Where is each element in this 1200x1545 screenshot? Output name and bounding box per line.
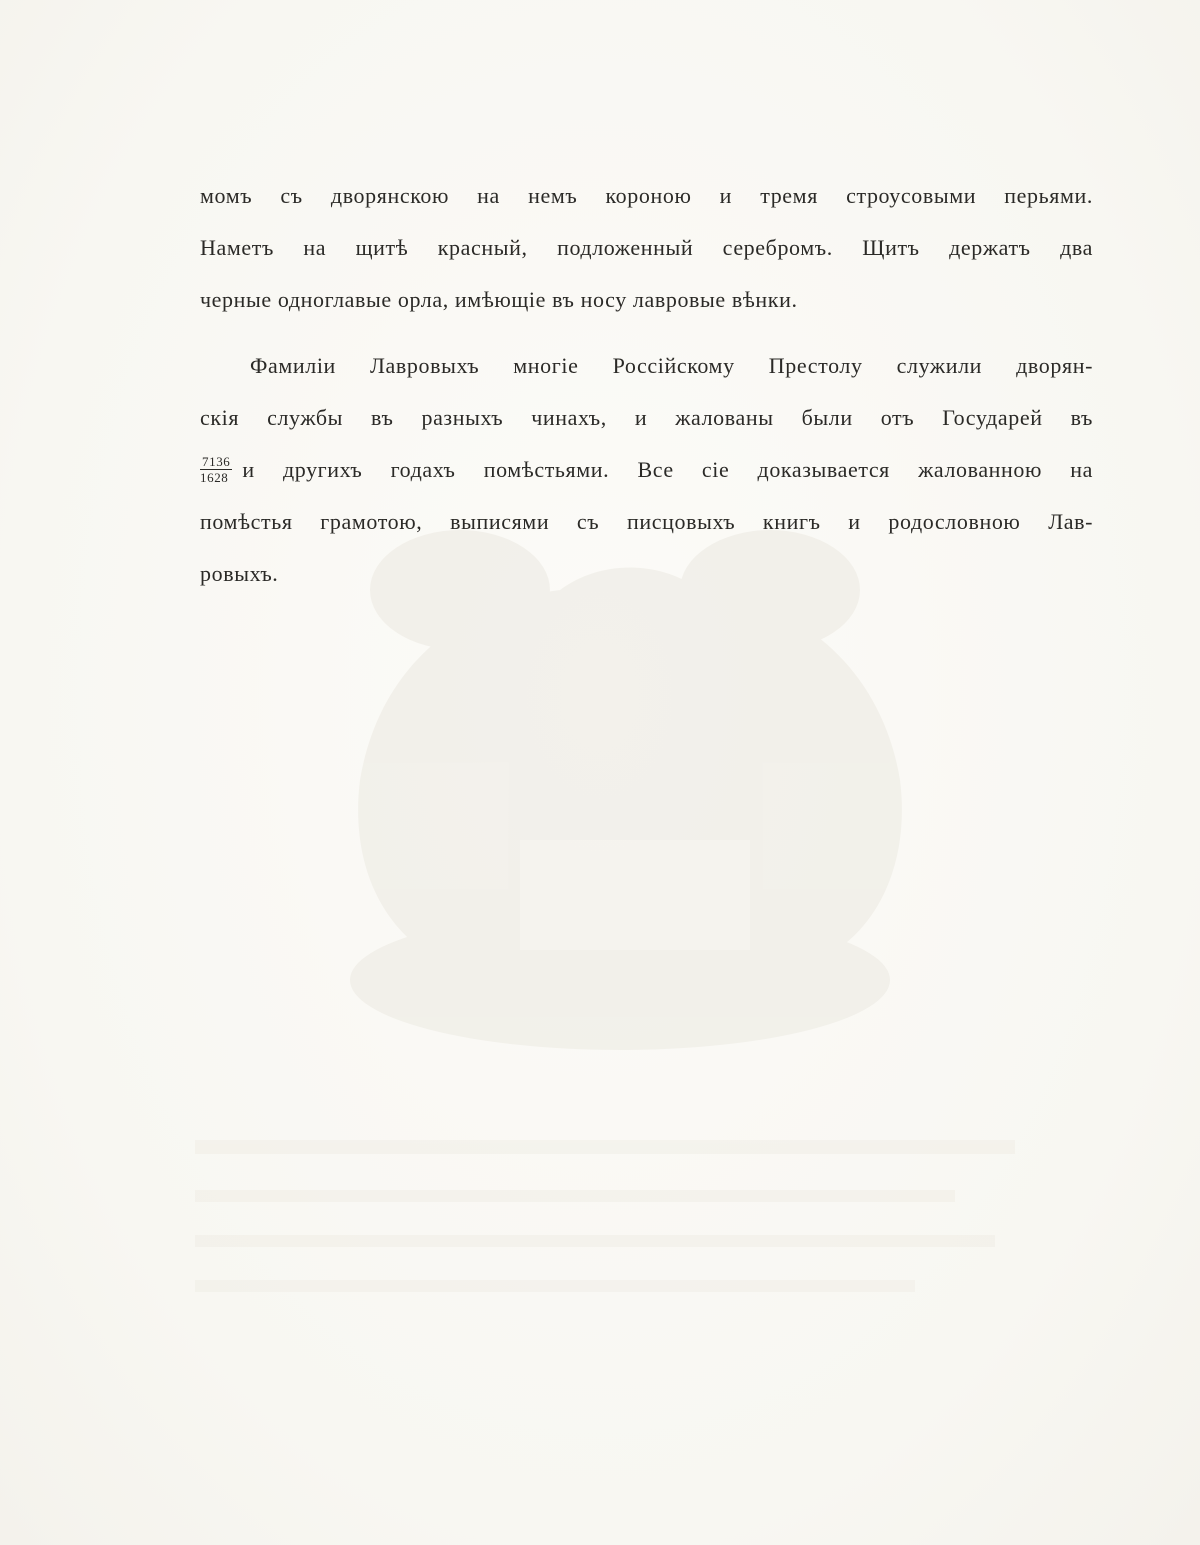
year-fraction-denominator: 1628 [200,470,229,486]
text-line: черные одноглавые орла, имѣющіе въ носу лавровые вѣнки. [200,287,798,312]
paragraph-heraldry [200,170,1093,326]
paragraph-family-history [200,340,1093,600]
page-text [200,170,1093,600]
text-line: скія службы въ разныхъ чинахъ, и жалованы были отъ Государей въ [200,405,1093,430]
text-line-with-year [200,444,1093,496]
text-line: момъ съ дворянскою на немъ короною и тремя строусовыми перьями. [200,183,1093,208]
year-fraction-numerator: 7136 [202,454,231,470]
year-fraction [200,455,232,484]
text-line: Фамиліи Лавровыхъ многіе Россійскому Престолу служили дворян- [250,353,1093,378]
text-line-fragment: и другихъ годахъ помѣстьями. Все сіе доказывается жалованною на [242,457,1093,482]
text-line: ровыхъ. [200,561,279,586]
text-line: Наметъ на щитѣ красный, подложенный серебромъ. Щитъ держатъ два [200,235,1093,260]
text-line: помѣстья грамотою, выписями съ писцовыхъ книгъ и родословною Лав- [200,509,1093,534]
